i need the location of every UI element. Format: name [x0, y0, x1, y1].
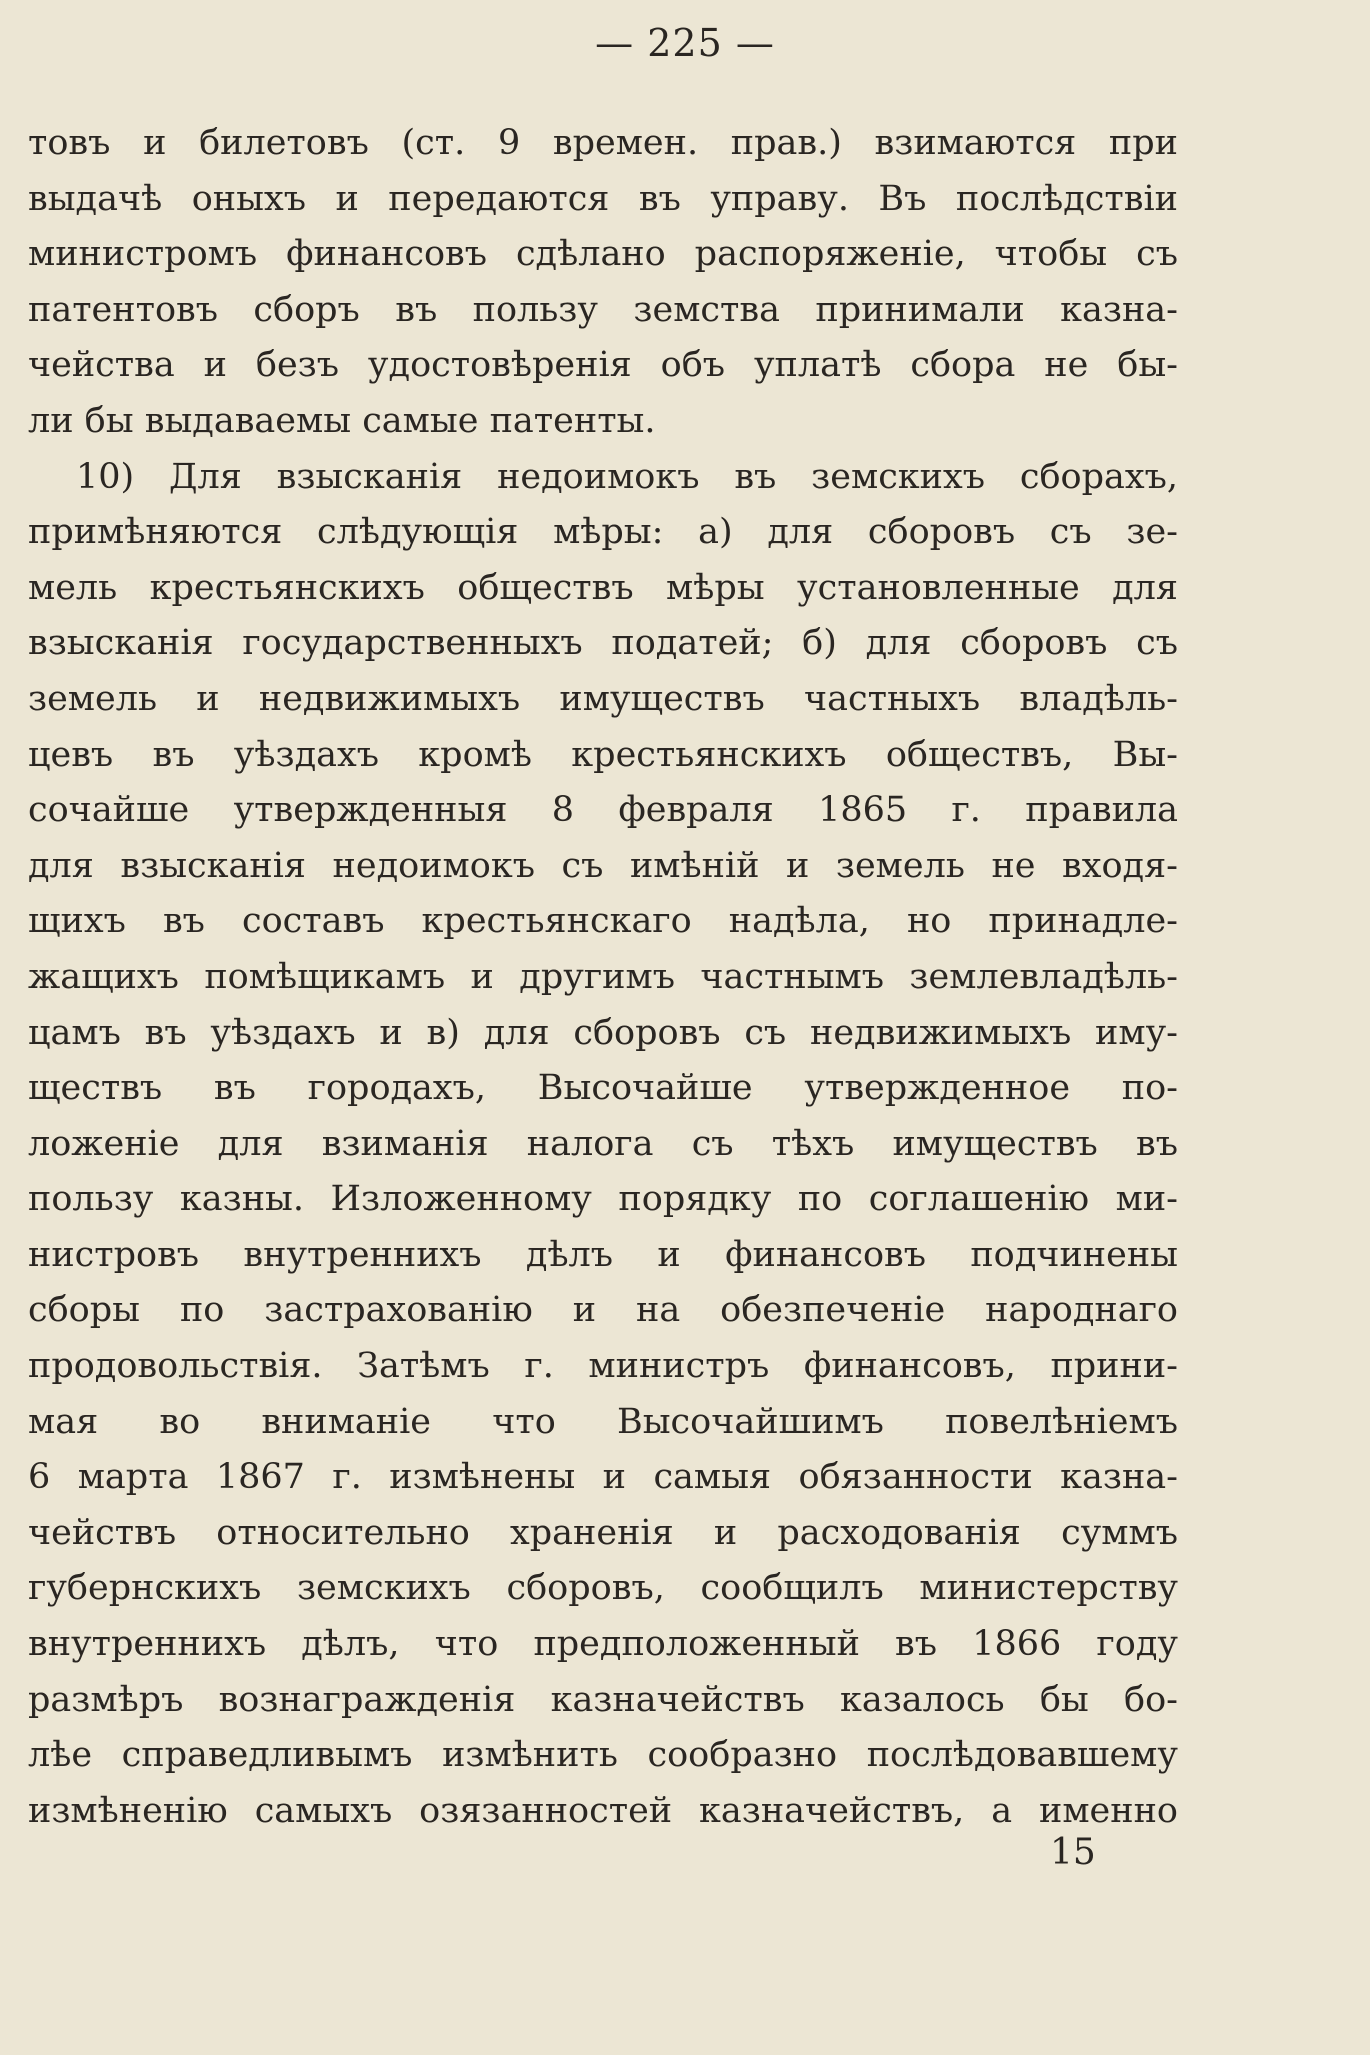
text-line: земель и недвижимыхъ имуществъ частныхъ владѣль- [28, 678, 1178, 719]
text-line: сочайше утвержденныя 8 февраля 1865 г. правила [28, 790, 1178, 831]
text-line: жащихъ помѣщикамъ и другимъ частнымъ землевладѣль- [28, 956, 1178, 997]
text-line: для взысканія недоимокъ съ имѣній и земель не входя- [28, 845, 1178, 886]
body-text [28, 116, 1178, 1839]
text-line: чейства и безъ удостовѣренія объ уплатѣ сбора не бы- [28, 345, 1178, 386]
text-line: цевъ въ уѣздахъ кромѣ крестьянскихъ обществъ, Вы- [28, 734, 1178, 775]
text-line: продовольствія. Затѣмъ г. министръ финансовъ, прини- [28, 1346, 1178, 1387]
text-line: взысканія государственныхъ податей; б) для сборовъ съ [28, 623, 1178, 664]
text-line: сборы по застрахованію и на обезпеченіе народнаго [28, 1290, 1178, 1331]
text-line: измѣненію самыхъ озязанностей казначействъ, а именно [28, 1790, 1178, 1831]
text-line: нистровъ внутреннихъ дѣлъ и финансовъ подчинены [28, 1234, 1178, 1275]
text-line: выдачѣ оныхъ и передаются въ управу. Въ послѣдствіи [28, 178, 1178, 219]
text-line: мель крестьянскихъ обществъ мѣры установленные для [28, 567, 1178, 608]
text-line: лѣе справедливымъ измѣнить сообразно послѣдовавшему [28, 1735, 1178, 1776]
text-line: внутреннихъ дѣлъ, что предположенный въ 1866 году [28, 1624, 1178, 1665]
text-line: товъ и билетовъ (ст. 9 времен. прав.) взимаются при [28, 123, 1178, 163]
text-line: губернскихъ земскихъ сборовъ, сообщилъ министерству [28, 1568, 1178, 1609]
text-line: пользу казны. Изложенному порядку по соглашенію ми- [28, 1179, 1178, 1220]
text-line: министромъ финансовъ сдѣлано распоряженіе, чтобы съ [28, 234, 1178, 275]
text-line: цамъ въ уѣздахъ и в) для сборовъ съ недвижимыхъ иму- [28, 1012, 1178, 1053]
text-line: примѣняются слѣдующія мѣры: а) для сборовъ съ зе- [28, 512, 1178, 553]
text-line: щихъ въ составъ крестьянскаго надѣла, но принадле- [28, 901, 1178, 942]
text-line: 6 марта 1867 г. измѣнены и самыя обязанности казна- [28, 1457, 1178, 1498]
text-line: мая во вниманіе что Высочайшимъ повелѣніемъ [28, 1401, 1178, 1442]
paragraph-start-line: 10) Для взысканія недоимокъ въ земскихъ сборахъ, [76, 456, 1178, 497]
page-number: — 225 — [595, 21, 775, 65]
text-line: патентовъ сборъ въ пользу земства принимали казна- [28, 289, 1178, 330]
text-line: ложеніе для взиманія налога съ тѣхъ имуществъ въ [28, 1123, 1178, 1164]
text-line: ществъ въ городахъ, Высочайше утвержденное по- [28, 1068, 1178, 1109]
signature-mark: 15 [1050, 1832, 1096, 1873]
text-line: чействъ относительно храненія и расходованія суммъ [28, 1512, 1178, 1553]
text-line: размѣръ вознагражденія казначействъ казалось бы бо- [28, 1679, 1178, 1720]
text-line: ли бы выдаваемы самые патенты. [28, 400, 656, 441]
